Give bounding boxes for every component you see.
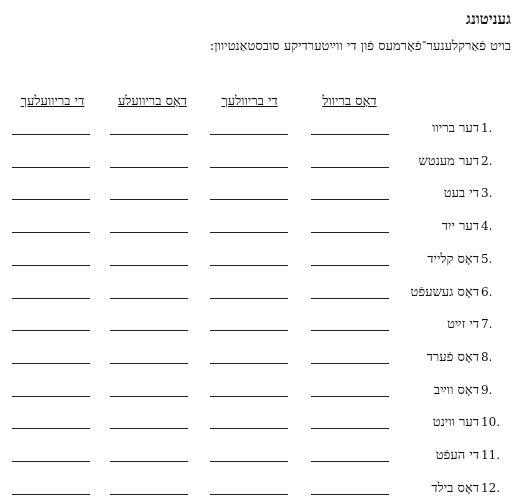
exercise-row: [0, 185, 521, 205]
answer-blank-1[interactable]: [311, 363, 389, 364]
exercise-title: געניטונג: [466, 10, 511, 28]
noun-word: דער בריוו: [432, 121, 479, 136]
answer-blank-4[interactable]: [12, 396, 90, 397]
noun-word: די זײַט: [447, 317, 479, 333]
exercise-row: [0, 218, 521, 238]
item-number: 11.: [481, 448, 501, 462]
answer-blank-3[interactable]: [110, 265, 188, 266]
answer-blank-4[interactable]: [12, 428, 90, 429]
item-number: 6.: [481, 284, 493, 299]
answer-blank-3[interactable]: [110, 167, 188, 168]
item-number: 12.: [481, 480, 501, 495]
column-header-3: דאָס בריוועלע: [117, 94, 188, 109]
exercise-row: [0, 382, 521, 402]
answer-blank-3[interactable]: [110, 199, 188, 200]
answer-blank-1[interactable]: [311, 396, 389, 397]
answer-blank-3[interactable]: [110, 330, 188, 331]
answer-blank-1[interactable]: [311, 265, 389, 266]
column-header-1: דאָס בריוול: [322, 94, 377, 109]
exercise-row: [0, 153, 521, 173]
answer-blank-1[interactable]: [311, 461, 389, 462]
noun-word: די בעט: [443, 186, 479, 202]
exercise-row: [0, 316, 521, 336]
answer-blank-1[interactable]: [311, 330, 389, 331]
answer-blank-3[interactable]: [110, 494, 188, 495]
noun-word: דאָס ווײַב: [433, 382, 479, 398]
answer-blank-3[interactable]: [110, 461, 188, 462]
answer-blank-2[interactable]: [210, 428, 288, 429]
item-number: 10.: [481, 415, 501, 430]
answer-blank-1[interactable]: [311, 232, 389, 233]
item-number: 7.: [481, 317, 493, 332]
answer-blank-1[interactable]: [311, 428, 389, 429]
item-number: 2.: [481, 153, 493, 168]
answer-blank-2[interactable]: [210, 199, 288, 200]
item-number: 4.: [481, 219, 493, 234]
answer-blank-1[interactable]: [311, 494, 389, 495]
answer-blank-2[interactable]: [210, 396, 288, 397]
exercise-row: [0, 447, 521, 467]
answer-blank-1[interactable]: [311, 134, 389, 135]
exercise-row: [0, 251, 521, 271]
exercise-instructions: בויט פֿאַרקלענער־פֿאָרמעס פֿון די ווײַטערדיקע סובסטאַנטיוון:: [209, 39, 511, 54]
noun-word: דער ווינט: [432, 415, 479, 431]
answer-blank-2[interactable]: [210, 298, 288, 299]
answer-blank-3[interactable]: [110, 396, 188, 397]
answer-blank-4[interactable]: [12, 265, 90, 266]
answer-blank-4[interactable]: [12, 330, 90, 331]
item-number: 1.: [481, 121, 493, 135]
item-number: 3.: [481, 186, 493, 201]
answer-blank-4[interactable]: [12, 199, 90, 200]
answer-blank-4[interactable]: [12, 232, 90, 233]
answer-blank-4[interactable]: [12, 298, 90, 299]
answer-blank-2[interactable]: [210, 494, 288, 495]
answer-blank-4[interactable]: [12, 494, 90, 495]
answer-blank-3[interactable]: [110, 232, 188, 233]
answer-blank-2[interactable]: [210, 167, 288, 168]
answer-blank-2[interactable]: [210, 363, 288, 364]
noun-word: דאָס געשעפֿט: [410, 284, 479, 300]
answer-blank-2[interactable]: [210, 265, 288, 266]
exercise-row: [0, 480, 521, 500]
noun-word: די העפֿט: [435, 448, 479, 463]
item-number: 8.: [481, 349, 493, 364]
answer-blank-2[interactable]: [210, 330, 288, 331]
answer-blank-1[interactable]: [311, 298, 389, 299]
noun-word: דאָס פֿערד: [426, 349, 479, 365]
answer-blank-3[interactable]: [110, 428, 188, 429]
answer-blank-1[interactable]: [311, 167, 389, 168]
answer-blank-3[interactable]: [110, 134, 188, 135]
answer-blank-4[interactable]: [12, 461, 90, 462]
column-header-2: די בריוולעך: [221, 94, 278, 109]
answer-blank-2[interactable]: [210, 232, 288, 233]
noun-word: דער מענטש: [418, 153, 479, 169]
answer-blank-4[interactable]: [12, 167, 90, 168]
answer-blank-2[interactable]: [210, 134, 288, 135]
column-header-4: די בריוועלעך: [20, 94, 85, 109]
noun-word: דאָס קלייד: [427, 251, 479, 267]
answer-blank-3[interactable]: [110, 363, 188, 364]
exercise-row: [0, 414, 521, 434]
answer-blank-1[interactable]: [311, 199, 389, 200]
exercise-row: [0, 284, 521, 304]
answer-blank-3[interactable]: [110, 298, 188, 299]
item-number: 5.: [481, 251, 493, 266]
exercise-row: [0, 349, 521, 369]
noun-word: דער ייִד: [441, 219, 479, 235]
answer-blank-2[interactable]: [210, 461, 288, 462]
answer-blank-4[interactable]: [12, 363, 90, 364]
item-number: 9.: [481, 382, 493, 397]
exercise-row: [0, 120, 521, 140]
noun-word: דאָס בילד: [431, 480, 479, 496]
answer-blank-4[interactable]: [12, 134, 90, 135]
